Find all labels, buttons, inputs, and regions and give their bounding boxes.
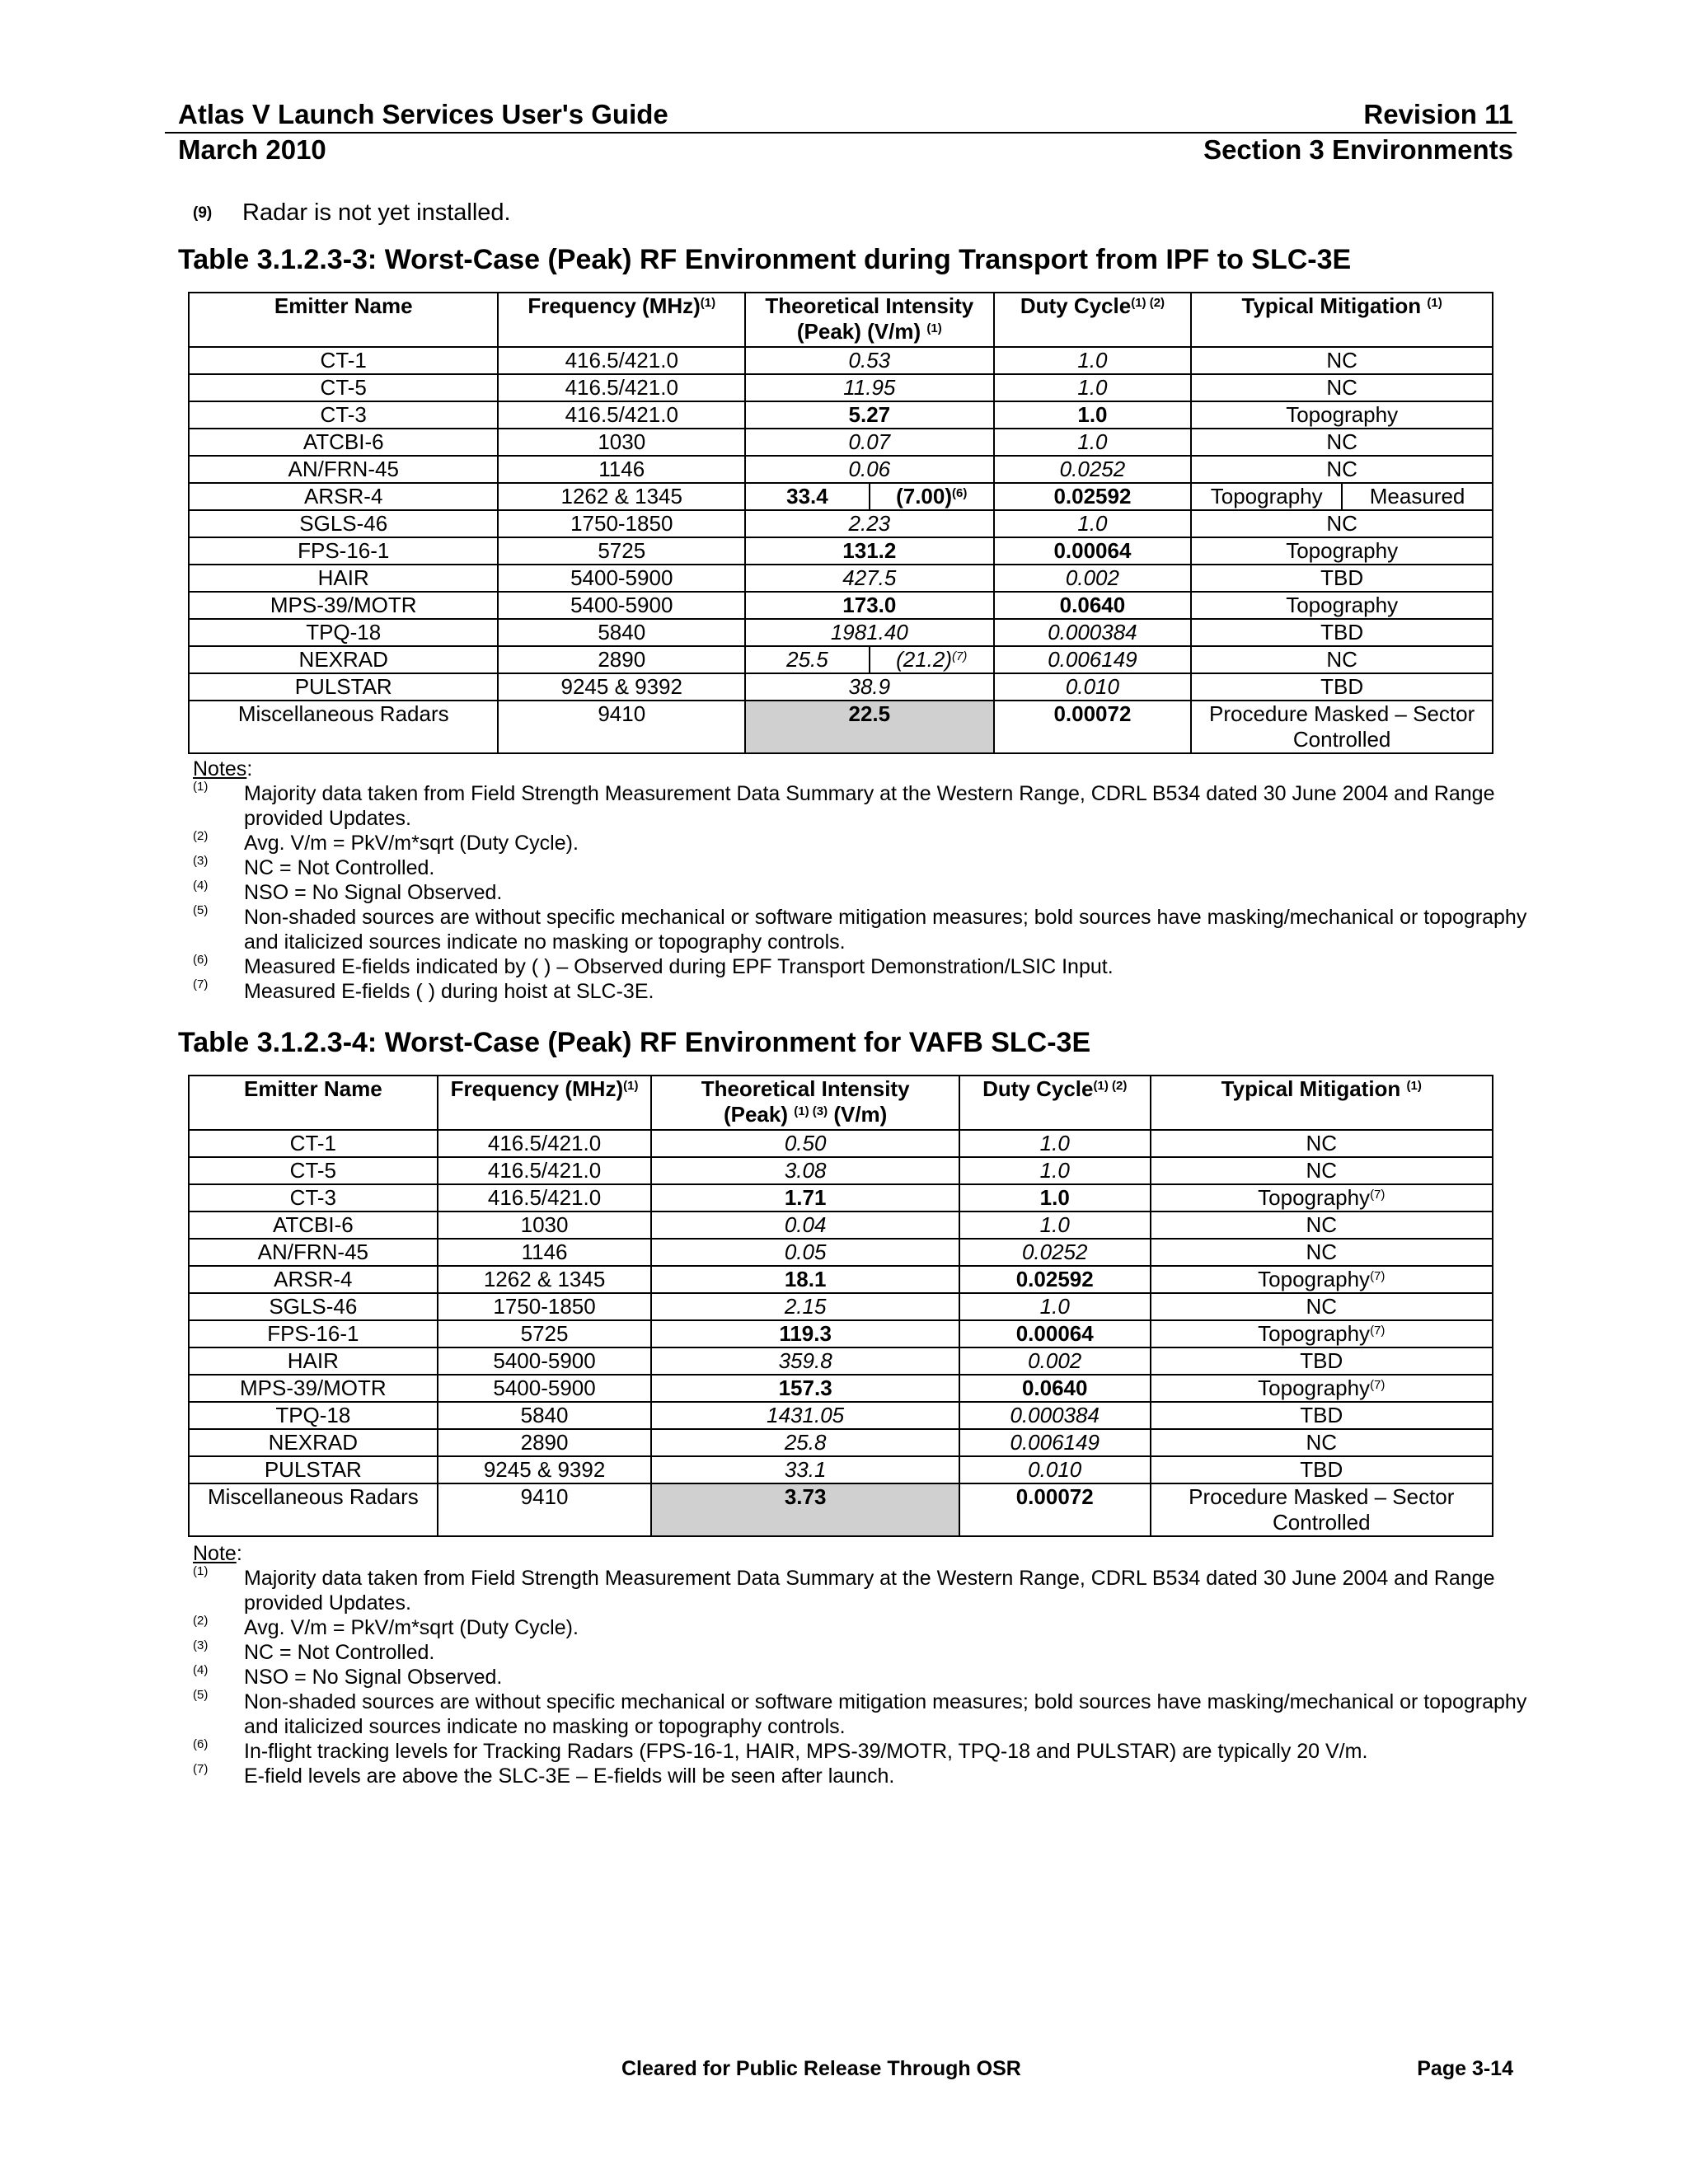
footnote-marker: (4) [193,1663,209,1677]
duty-cycle-cell: 1.0 [994,429,1192,456]
frequency-cell: 5400-5900 [438,1347,652,1375]
duty-cycle-cell: 0.0640 [994,592,1192,619]
frequency-cell: 9245 & 9392 [498,673,745,701]
footnote-marker: (3) [193,854,209,868]
intensity-peak: 25.5 [746,647,870,673]
frequency-cell: 416.5/421.0 [438,1130,652,1157]
intensity-measured [870,484,993,509]
emitter-name-cell: MPS-39/MOTR [189,1375,438,1402]
table-row [189,537,1493,565]
footnote-marker: (5) [193,903,209,917]
intensity-cell: 25.8 [651,1429,959,1456]
mitigation-cell: NC [1151,1293,1493,1320]
emitter-name-cell: ATCBI-6 [189,1212,438,1239]
notes-block-1: Notes: (1) Majority data taken from Field Strength Measurement Data Summary at the Western Range, CDRL B534 dated 30 June 2004 and Range provided Updates. (2) Avg. V/m = PkV/m*sqrt (Duty Cycle). (3) NC = Not Controlled. (4) NSO = No Signal Observed. (5) Non-shaded sources are without specific mechanical or software mitigation measures; bold sources have masking/mechanical or topography and italicized sources indicate no masking or topography controls. (6) Measured E-fields indicated by ( ) – Observed during EPF Transport Demonstration/LSIC Input. (7) Measured E-fields ( ) during hoist at SLC-3E. [193,757,1527,1003]
footnote-item [193,1739,1528,1764]
table-row [189,429,1493,456]
footnote-item [193,979,1528,1004]
mitigation-cell: NC [1191,510,1493,537]
duty-cycle-cell: 0.006149 [959,1429,1151,1456]
emitter-name-cell: NEXRAD [189,646,498,673]
footnote-item [193,1640,1528,1665]
footnote-text: NC = Not Controlled. [244,856,435,879]
duty-cycle-cell: 1.0 [959,1212,1151,1239]
table-row [189,401,1493,429]
duty-cycle-cell: 0.02592 [959,1266,1151,1293]
footnote-item [193,1665,1528,1690]
duty-cycle-cell: 1.0 [959,1184,1151,1212]
mitigation-text: Topography [1258,1267,1371,1291]
table-caption-1: Table 3.1.2.3-3: Worst-Case (Peak) RF Environment during Transport from IPF to SLC-3E [178,244,1352,275]
intensity-cell: 359.8 [651,1347,959,1375]
frequency-cell: 5400-5900 [438,1375,652,1402]
emitter-name-cell: CT-1 [189,347,498,374]
intensity-cell: 18.1 [651,1266,959,1293]
mitigation-text: Topography [1258,1185,1371,1210]
table-row [189,646,1493,673]
intensity-cell: 131.2 [745,537,994,565]
frequency-cell: 1030 [438,1212,652,1239]
footnote-marker: (7) [193,1762,209,1776]
footnote-item [193,954,1528,979]
table-header-row [189,293,1493,347]
mitigation-cell: NC [1151,1130,1493,1157]
emitter-name-cell: MPS-39/MOTR [189,592,498,619]
intensity-cell: 5.27 [745,401,994,429]
footnote-item [193,905,1528,954]
intensity-measured-footnote: (6) [952,486,968,500]
document-date: March 2010 [178,134,326,165]
emitter-name-cell: PULSTAR [189,673,498,701]
footnote-marker: (1) [193,780,209,794]
table-row [189,1266,1493,1293]
frequency-cell: 5840 [438,1402,652,1429]
table-row [189,483,1493,510]
intensity-measured-value: (21.2) [896,647,953,672]
footnote-item [193,880,1528,905]
notes-title: Notes [193,757,247,780]
frequency-cell: 5400-5900 [498,592,745,619]
table-row [189,1212,1493,1239]
intensity-cell: 0.07 [745,429,994,456]
emitter-name-cell: ATCBI-6 [189,429,498,456]
duty-cycle-cell: 1.0 [959,1130,1151,1157]
duty-cycle-cell: 1.0 [994,401,1192,429]
table-row [189,619,1493,646]
footnote-item [193,1615,1528,1640]
emitter-name-cell: TPQ-18 [189,619,498,646]
table-caption-2: Table 3.1.2.3-4: Worst-Case (Peak) RF Environment for VAFB SLC-3E [178,1027,1091,1058]
col-header-frequency: Frequency (MHz)$^{(1)}$ [498,293,745,347]
intensity-measured-footnote: (7) [952,649,968,663]
emitter-name-cell: Miscellaneous Radars [189,701,498,753]
emitter-name-cell: CT-3 [189,1184,438,1212]
frequency-cell: 9410 [438,1483,652,1536]
footnote-text: Non-shaded sources are without specific mechanical or software mitigation measures; bold sources have masking/mechanical or topography and italicized sources indicate no masking or topography controls. [244,1690,1527,1738]
col-header-intensity: Theoretical Intensity (Peak) $^{(1) (3)}$ (V/m) [651,1076,959,1130]
emitter-name-cell: ARSR-4 [189,1266,438,1293]
frequency-cell: 9245 & 9392 [438,1456,652,1483]
intensity-cell: 0.05 [651,1239,959,1266]
intensity-cell: 2.23 [745,510,994,537]
footnote-marker: (2) [193,1614,209,1628]
mitigation-cell: TBD [1191,619,1493,646]
footnote-marker: (4) [193,879,209,893]
running-header-bottom [178,134,1513,169]
col-header-intensity: Theoretical Intensity (Peak) (V/m) $^{(1)}$ [745,293,994,347]
frequency-cell: 1262 & 1345 [438,1266,652,1293]
notes-title: Note [193,1542,237,1565]
rf-table-slc3e [188,1075,1493,1537]
table-header-row [189,1076,1493,1130]
frequency-cell: 416.5/421.0 [498,374,745,401]
footer-release: Cleared for Public Release Through OSR [621,2057,1021,2080]
col-header-duty: Duty Cycle$^{(1) (2)}$ [959,1076,1151,1130]
mitigation-footnote: (7) [1370,1269,1386,1283]
mitigation-footnote: (7) [1370,1378,1386,1392]
footnote-text: NSO = No Signal Observed. [244,881,503,904]
frequency-cell: 416.5/421.0 [498,347,745,374]
mitigation-cell: Procedure Masked – Sector Controlled [1191,701,1493,753]
intensity-cell: 119.3 [651,1320,959,1347]
mitigation-measured: Measured [1369,484,1465,509]
table-row [189,1184,1493,1212]
table-row [189,592,1493,619]
duty-cycle-cell: 1.0 [994,510,1192,537]
frequency-cell: 1262 & 1345 [498,483,745,510]
duty-cycle-cell: 0.010 [959,1456,1151,1483]
duty-cycle-cell: 1.0 [959,1157,1151,1184]
footnote-item [193,831,1528,855]
intensity-cell: 0.06 [745,456,994,483]
table-row [189,1157,1493,1184]
footnote-text: NC = Not Controlled. [244,1641,435,1664]
footnote-marker: (5) [193,1688,209,1702]
footnote-item [193,1566,1528,1615]
frequency-cell: 1146 [498,456,745,483]
intensity-cell: 22.5 [745,701,994,753]
intensity-cell: 2.15 [651,1293,959,1320]
section-label: Section 3 Environments [1203,134,1513,165]
intensity-cell: 3.08 [651,1157,959,1184]
mitigation-cell: NC [1151,1212,1493,1239]
mitigation-cell: Procedure Masked – Sector Controlled [1151,1483,1493,1536]
footnote-text: Non-shaded sources are without specific mechanical or software mitigation measures; bold sources have masking/mechanical or topography and italicized sources indicate no masking or topography controls. [244,906,1527,954]
mitigation-cell: Topography [1191,401,1493,429]
emitter-name-cell: CT-5 [189,1157,438,1184]
duty-cycle-cell: 0.0252 [994,456,1192,483]
intensity-cell: 0.04 [651,1212,959,1239]
footnote-text: Measured E-fields ( ) during hoist at SLC-3E. [244,980,654,1003]
intensity-peak: 33.4 [746,484,870,509]
duty-cycle-cell: 0.002 [994,565,1192,592]
footnote-marker: (3) [193,1638,209,1652]
frequency-cell: 5725 [498,537,745,565]
footnote-marker: (7) [193,977,209,991]
table-row [189,347,1493,374]
emitter-name-cell: AN/FRN-45 [189,1239,438,1266]
mitigation-cell [1151,1320,1493,1347]
emitter-name-cell: Miscellaneous Radars [189,1483,438,1536]
mitigation-cell [1151,1375,1493,1402]
col-header-duty: Duty Cycle$^{(1) (2)}$ [994,293,1192,347]
intensity-cell: 1981.40 [745,619,994,646]
footnote-item [193,1764,1528,1788]
mitigation-footnote: (7) [1370,1324,1386,1338]
mitigation-cell: NC [1191,456,1493,483]
table-row [189,1456,1493,1483]
duty-cycle-cell: 0.00064 [959,1320,1151,1347]
intensity-measured [870,647,993,673]
emitter-name-cell: FPS-16-1 [189,1320,438,1347]
table-row [189,565,1493,592]
emitter-name-cell: ARSR-4 [189,483,498,510]
table-row [189,510,1493,537]
table-row [189,701,1493,753]
intensity-cell: 3.73 [651,1483,959,1536]
table-row [189,456,1493,483]
intensity-cell: 1431.05 [651,1402,959,1429]
frequency-cell: 2890 [438,1429,652,1456]
footnote-text: Avg. V/m = PkV/m*sqrt (Duty Cycle). [244,832,579,855]
footnote-marker: (1) [193,1564,209,1578]
footnote-marker: (2) [193,829,209,843]
emitter-name-cell: TPQ-18 [189,1402,438,1429]
mitigation-cell: NC [1191,429,1493,456]
duty-cycle-cell: 0.00072 [959,1483,1151,1536]
table-row [189,374,1493,401]
frequency-cell: 1750-1850 [438,1293,652,1320]
duty-cycle-cell: 0.000384 [994,619,1192,646]
footnote-text: Avg. V/m = PkV/m*sqrt (Duty Cycle). [244,1616,579,1639]
intensity-cell: 173.0 [745,592,994,619]
duty-cycle-cell: 0.00064 [994,537,1192,565]
mitigation-cell: TBD [1191,673,1493,701]
footnote-text: E-field levels are above the SLC-3E – E-fields will be seen after launch. [244,1765,895,1788]
frequency-cell: 9410 [498,701,745,753]
duty-cycle-cell: 0.0252 [959,1239,1151,1266]
intensity-cell: 0.50 [651,1130,959,1157]
mitigation-text: Topography [1258,1376,1371,1400]
emitter-name-cell: HAIR [189,565,498,592]
table-row [189,1483,1493,1536]
col-header-emitter: Emitter Name [189,1076,438,1130]
mitigation-cell [1191,483,1493,510]
duty-cycle-cell: 1.0 [994,347,1192,374]
intensity-cell: 157.3 [651,1375,959,1402]
emitter-name-cell: SGLS-46 [189,510,498,537]
table-row [189,1293,1493,1320]
emitter-name-cell: CT-5 [189,374,498,401]
frequency-cell: 416.5/421.0 [498,401,745,429]
duty-cycle-cell: 1.0 [959,1293,1151,1320]
running-header-top [178,99,1513,134]
intensity-cell [745,646,994,673]
emitter-name-cell: FPS-16-1 [189,537,498,565]
intensity-cell: 427.5 [745,565,994,592]
duty-cycle-cell: 0.000384 [959,1402,1151,1429]
mitigation-primary: Topography [1192,484,1343,509]
header-rule [165,132,1517,134]
footnote-marker: (6) [193,1737,209,1751]
col-header-mitigation: Typical Mitigation $^{(1)}$ [1151,1076,1493,1130]
footnote-marker: (9) [193,204,213,223]
emitter-name-cell: SGLS-46 [189,1293,438,1320]
table-row [189,1402,1493,1429]
table-row [189,1375,1493,1402]
duty-cycle-cell: 0.010 [994,673,1192,701]
mitigation-cell: TBD [1151,1456,1493,1483]
col-header-emitter: Emitter Name [189,293,498,347]
document-title: Atlas V Launch Services User's Guide [178,99,668,129]
mitigation-cell: NC [1191,646,1493,673]
footnote-text: Measured E-fields indicated by ( ) – Observed during EPF Transport Demonstration/LSIC Input. [244,955,1114,978]
col-header-frequency: Frequency (MHz)$^{(1)}$ [438,1076,652,1130]
col-header-mitigation: Typical Mitigation $^{(1)}$ [1191,293,1493,347]
intensity-cell: 11.95 [745,374,994,401]
mitigation-cell: NC [1151,1429,1493,1456]
duty-cycle-cell: 0.006149 [994,646,1192,673]
mitigation-cell: TBD [1191,565,1493,592]
footnote-marker: (6) [193,953,209,967]
mitigation-cell: NC [1191,374,1493,401]
mitigation-cell [1151,1184,1493,1212]
frequency-cell: 416.5/421.0 [438,1157,652,1184]
emitter-name-cell: HAIR [189,1347,438,1375]
emitter-name-cell: NEXRAD [189,1429,438,1456]
frequency-cell: 5400-5900 [498,565,745,592]
prior-footnote [193,199,511,227]
intensity-measured-value: (7.00) [896,484,953,509]
emitter-name-cell: CT-1 [189,1130,438,1157]
footnote-text: Majority data taken from Field Strength Measurement Data Summary at the Western Range, CDRL B534 dated 30 June 2004 and Range provided Updates. [244,782,1495,830]
duty-cycle-cell: 0.002 [959,1347,1151,1375]
intensity-cell [745,483,994,510]
intensity-cell: 0.53 [745,347,994,374]
frequency-cell: 2890 [498,646,745,673]
mitigation-cell [1151,1266,1493,1293]
mitigation-cell: NC [1151,1239,1493,1266]
table-row [189,1239,1493,1266]
frequency-cell: 1146 [438,1239,652,1266]
mitigation-cell: NC [1151,1157,1493,1184]
frequency-cell: 1750-1850 [498,510,745,537]
notes-block-2: Note: (1) Majority data taken from Field Strength Measurement Data Summary at the Western Range, CDRL B534 dated 30 June 2004 and Range provided Updates. (2) Avg. V/m = PkV/m*sqrt (Duty Cycle). (3) NC = Not Controlled. (4) NSO = No Signal Observed. (5) Non-shaded sources are without specific mechanical or software mitigation measures; bold sources have masking/mechanical or topography and italicized sources indicate no masking or topography controls. (6) In-flight tracking levels for Tracking Radars (FPS-16-1, HAIR, MPS-39/MOTR, TPQ-18 and PULSTAR) are typically 20 V/m. (7) E-field levels are above the SLC-3E – E-fields will be seen after launch. [193,1542,1527,1788]
table-row [189,1130,1493,1157]
frequency-cell: 1030 [498,429,745,456]
mitigation-cell: TBD [1151,1347,1493,1375]
mitigation-cell: Topography [1191,592,1493,619]
mitigation-footnote: (7) [1370,1188,1386,1202]
table-row [189,1429,1493,1456]
frequency-cell: 416.5/421.0 [438,1184,652,1212]
table-row [189,673,1493,701]
mitigation-text: Topography [1258,1321,1371,1346]
footnote-text: NSO = No Signal Observed. [244,1666,503,1689]
footnote-text: Majority data taken from Field Strength Measurement Data Summary at the Western Range, CDRL B534 dated 30 June 2004 and Range provided Updates. [244,1567,1495,1615]
frequency-cell: 5840 [498,619,745,646]
page-number: Page 3-14 [1417,2057,1513,2080]
duty-cycle-cell: 0.02592 [994,483,1192,510]
duty-cycle-cell: 0.00072 [994,701,1192,753]
footnote-item [193,1690,1528,1739]
footnote-text: Radar is not yet installed. [242,199,511,226]
duty-cycle-cell: 1.0 [994,374,1192,401]
emitter-name-cell: CT-3 [189,401,498,429]
emitter-name-cell: AN/FRN-45 [189,456,498,483]
mitigation-cell: NC [1191,347,1493,374]
intensity-cell: 33.1 [651,1456,959,1483]
revision-label: Revision 11 [1363,99,1513,129]
table-row [189,1320,1493,1347]
mitigation-cell: Topography [1191,537,1493,565]
rf-table-transport [188,292,1493,754]
footnote-item [193,855,1528,880]
intensity-cell: 38.9 [745,673,994,701]
mitigation-cell: TBD [1151,1402,1493,1429]
frequency-cell: 5725 [438,1320,652,1347]
footnote-text: In-flight tracking levels for Tracking Radars (FPS-16-1, HAIR, MPS-39/MOTR, TPQ-18 and PULSTAR) are typically 20 V/m. [244,1740,1368,1763]
intensity-cell: 1.71 [651,1184,959,1212]
duty-cycle-cell: 0.0640 [959,1375,1151,1402]
table-row [189,1347,1493,1375]
emitter-name-cell: PULSTAR [189,1456,438,1483]
footnote-item [193,781,1528,831]
